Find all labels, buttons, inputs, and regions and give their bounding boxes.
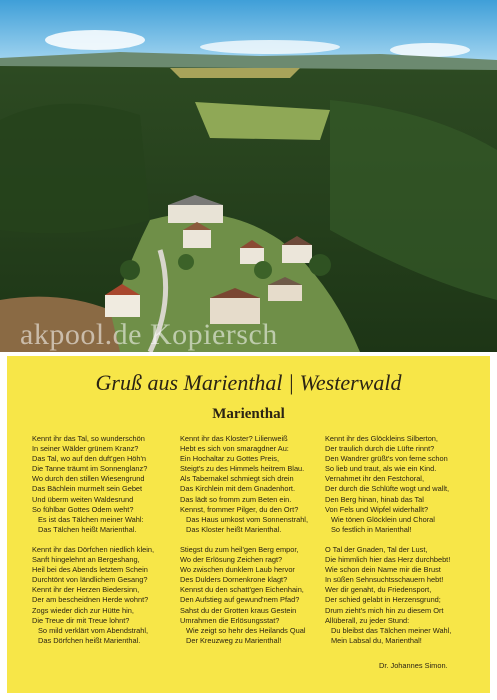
house — [105, 295, 140, 317]
poem-line: Stiegst du zum heil'gen Berg empor, — [180, 544, 299, 554]
poem-line: Kennst du den schatt'gen Eichenhain, — [180, 585, 304, 595]
poem-line: Es ist das Tälchen meiner Wahl: — [38, 514, 144, 524]
house — [282, 245, 312, 263]
poem-line: Das lädt so fromm zum Beten ein. — [180, 494, 292, 504]
poem-line: In süßen Sehnsuchtsschauern hebt! — [325, 575, 444, 585]
poem-column-2 — [180, 434, 330, 646]
poem-line: Wo zwischen dunklem Laub hervor — [180, 565, 295, 575]
poem-line: Die Tanne träumt im Sonnenglanz? — [32, 464, 148, 474]
tree — [254, 261, 272, 279]
tree — [120, 260, 140, 280]
poem-line: Sanft hingelehnt an Bergeshang, — [32, 555, 140, 565]
poem-line: Wo durch den stillen Wiesengrund — [32, 474, 145, 484]
text-panel — [7, 356, 490, 693]
poem-line: So festlich in Marienthal! — [331, 524, 412, 534]
poem-line: Drum zieht's mich hin zu diesem Ort — [325, 605, 444, 615]
poem-line: Wer dir genaht, du Friedensport, — [325, 585, 432, 595]
greeting-headline: Gruß aus Marienthal | Westerwald — [95, 370, 402, 395]
monastery-building — [168, 205, 223, 223]
poem-line: Von Fels und Wipfel widerhallt? — [325, 504, 429, 514]
poem-line: Kennst, frommer Pilger, du den Ort? — [180, 504, 299, 514]
house — [183, 230, 211, 248]
poem-line: Kennt ihr das Dörfchen niedlich klein, — [32, 544, 155, 554]
poem-line: Der durch die Schlüfte wogt und wallt, — [325, 484, 450, 494]
poem-line: Kennt ihr des Glöckleins Silberton, — [325, 434, 438, 443]
tree — [309, 254, 331, 276]
poem-title: Marienthal — [212, 406, 285, 422]
poem-column-3 — [325, 434, 475, 646]
poem-line: Das Kirchlein mit dem Gnadenhort. — [180, 484, 296, 494]
poem-line: Mein Labsal du, Marienthal! — [331, 635, 422, 645]
poem-line: Die himmlich hier das Herz durchbebt! — [325, 555, 451, 565]
poem-line: Kennt ihr das Tal, so wunderschön — [32, 434, 145, 443]
poem-line: Kennt ihr das Kloster? Lilienweiß — [180, 434, 288, 443]
poem-line: Das Bächlein murmelt sein Gebet — [32, 484, 143, 494]
poem-line: Ein Hochaltar zu Gottes Preis, — [180, 454, 279, 464]
poem-line: Der schied gelabt in Herzensgrund; — [325, 595, 441, 605]
stanza-gap — [325, 535, 475, 545]
cloud — [45, 30, 145, 50]
distant-field — [170, 68, 300, 78]
watermark: akpool.de Kopiersch — [20, 318, 278, 351]
poem-line: Den Berg hinan, hinab das Tal — [325, 494, 424, 504]
poem-line: Den Aufstieg auf gewund'nem Pfad? — [180, 595, 300, 605]
poem-column-1 — [32, 434, 182, 646]
tree — [178, 254, 194, 270]
poem-line: Als Tabernakel schmiegt sich drein — [180, 474, 294, 484]
poem-line: Kennt ihr der Herzen Biedersinn, — [32, 585, 140, 595]
poem-line: Allüberall, zu jeder Stund: — [325, 615, 410, 625]
poem-line: Wie tönen Glöcklein und Choral — [331, 514, 435, 524]
poem-line: Der Kreuzweg zu Marienthal! — [186, 635, 282, 645]
poem-line: Das Dörfchen heißt Marienthal. — [38, 635, 141, 645]
poem-line: Und überm weiten Waldesrund — [32, 494, 134, 504]
poem-line: Heil bei des Abends letztem Schein — [32, 565, 148, 575]
poem-line: So lieb und traut, als wie ein Kind. — [325, 464, 437, 474]
poem-line: Durchtönt von ländlichem Gesang? — [32, 575, 148, 585]
cloud — [390, 43, 470, 57]
poem-line: In seiner Wälder grünem Kranz? — [32, 444, 139, 454]
stanza-gap — [32, 535, 182, 545]
stanza-gap — [180, 535, 330, 545]
poem-line: O Tal der Gnaden, Tal der Lust, — [325, 544, 428, 554]
poem-line: Das Tälchen heißt Marienthal. — [38, 524, 137, 534]
poem-line: Zogs wieder dich zur Hütte hin, — [32, 605, 134, 615]
poem-line: Wo der Erlösung Zeichen ragt? — [180, 555, 283, 565]
poem-line: Du bleibst das Tälchen meiner Wahl, — [331, 625, 452, 635]
house — [268, 285, 302, 301]
poem-line: Vernahmet ihr den Festchoral, — [325, 474, 425, 484]
poem-line: Steigt's zu des Himmels heitrem Blau. — [180, 464, 305, 474]
poem-line: So fühlbar Gottes Odem weht? — [32, 504, 134, 514]
cloud — [200, 40, 340, 54]
poem-line: Die Treue dir mit Treue lohnt? — [32, 615, 130, 625]
poem-line: So mild verklärt vom Abendstrahl, — [38, 625, 149, 635]
poem-line: Umrahmen die Erlösungsstat? — [180, 615, 280, 625]
forest-shadow — [0, 104, 150, 234]
poem-line: Den Wandrer grüßt's von ferne schon — [325, 454, 448, 464]
poem-line: Wie schon dein Name mir die Brust — [325, 565, 441, 575]
poem-line: Sahst du der Grotten kraus Gestein — [180, 605, 297, 615]
poem-line: Das Tal, wo auf den duft'gen Höh'n — [32, 454, 147, 464]
poem-line: Der am bescheidnen Herde wohnt? — [32, 595, 149, 605]
poem-line: Der traulich durch die Lüfte rinnt? — [325, 444, 435, 454]
poem-line: Hebt es sich von smaragdner Au: — [180, 444, 289, 454]
poem-line: Wie zeigt so hehr des Heilands Qual — [186, 625, 306, 635]
poem-line: Das Haus umkost vom Sonnenstrahl, — [186, 514, 308, 524]
poem-author: Dr. Johannes Simon. — [379, 661, 448, 670]
poem-line: Des Dulders Dornenkrone klagt? — [180, 575, 288, 585]
poem-line: Das Kloster heißt Marienthal. — [186, 524, 282, 534]
